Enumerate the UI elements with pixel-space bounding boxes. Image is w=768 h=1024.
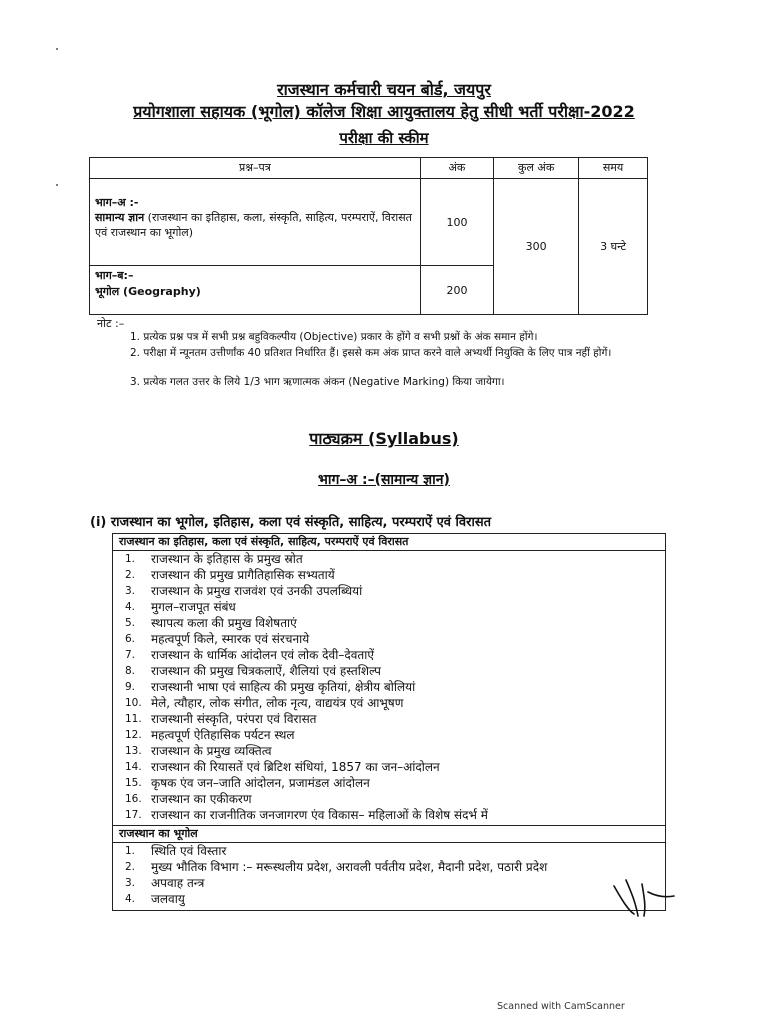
box-heading: राजस्थान का भूगोल bbox=[113, 826, 665, 843]
board-title: राजस्थान कर्मचारी चयन बोर्ड, जयपुर bbox=[277, 80, 491, 99]
item-number: 12. bbox=[125, 729, 142, 741]
topic-list bbox=[113, 843, 665, 907]
list-item bbox=[113, 807, 665, 823]
list-item bbox=[113, 791, 665, 807]
item-text: राजस्थान की प्रमुख चित्रकलाऐं, शैलियां एवं हस्तशिल्प bbox=[151, 664, 381, 678]
list-item bbox=[113, 615, 665, 631]
note-item: 1. प्रत्येक प्रश्न पत्र में सभी प्रश्न बहुविकल्पीय (Objective) प्रकार के होंगे व सभी प्रश्नों के अंक समान होंगे। bbox=[130, 331, 538, 343]
list-item bbox=[113, 647, 665, 663]
list-item bbox=[113, 859, 665, 875]
item-number: 6. bbox=[125, 633, 136, 645]
part-b-title: भूगोल (Geography) bbox=[95, 285, 201, 298]
item-text: राजस्थान के प्रमुख व्यक्तित्व bbox=[151, 744, 272, 758]
exam-scheme-table bbox=[89, 157, 648, 315]
item-number: 11. bbox=[125, 713, 142, 725]
item-text: राजस्थान का एकीकरण bbox=[151, 792, 252, 806]
scan-speck bbox=[56, 184, 58, 186]
part-a-marks: 100 bbox=[420, 179, 493, 266]
item-text: मेले, त्यौहार, लोक संगीत, लोक नृत्य, वाद्ययंत्र एवं आभूषण bbox=[151, 696, 404, 710]
item-number: 15. bbox=[125, 777, 142, 789]
item-number: 4. bbox=[125, 601, 136, 613]
item-number: 7. bbox=[125, 649, 136, 661]
item-number: 2. bbox=[125, 569, 136, 581]
item-text: राजस्थानी भाषा एवं साहित्य की प्रमुख कृतियां, क्षेत्रीय बोलियां bbox=[151, 680, 416, 694]
part-a-label: भाग–अ :- bbox=[95, 196, 139, 209]
total-marks: 300 bbox=[494, 179, 579, 315]
list-item bbox=[113, 875, 665, 891]
item-number: 14. bbox=[125, 761, 142, 773]
list-item bbox=[113, 567, 665, 583]
section-heading: (i) राजस्थान का भूगोल, इतिहास, कला एवं संस्कृति, साहित्य, परम्पराऐं एवं विरासत bbox=[90, 515, 492, 530]
list-item bbox=[113, 743, 665, 759]
item-text: राजस्थानी संस्कृति, परंपरा एवं विरासत bbox=[151, 712, 317, 726]
item-number: 3. bbox=[125, 877, 136, 889]
part-a-cell bbox=[90, 179, 421, 266]
part-b-marks: 200 bbox=[420, 266, 493, 315]
list-item bbox=[113, 695, 665, 711]
list-item bbox=[113, 551, 665, 567]
item-number: 4. bbox=[125, 893, 136, 905]
item-number: 17. bbox=[125, 809, 142, 821]
item-number: 10. bbox=[125, 697, 142, 709]
item-text: राजस्थान के धार्मिक आंदोलन एवं लोक देवी–देवताऐं bbox=[151, 648, 374, 662]
list-item bbox=[113, 775, 665, 791]
topic-list bbox=[113, 551, 665, 823]
item-number: 1. bbox=[125, 553, 136, 565]
item-text: राजस्थान की रियासतें एवं ब्रिटिश संधियां, 1857 का जन–आंदोलन bbox=[151, 760, 440, 774]
item-number: 8. bbox=[125, 665, 136, 677]
list-item bbox=[113, 631, 665, 647]
list-item bbox=[113, 599, 665, 615]
item-text: मुगल–राजपूत संबंध bbox=[151, 600, 236, 614]
item-number: 3. bbox=[125, 585, 136, 597]
list-item bbox=[113, 759, 665, 775]
list-item bbox=[113, 891, 665, 907]
history-culture-box bbox=[112, 533, 666, 826]
list-item bbox=[113, 711, 665, 727]
signature bbox=[608, 876, 678, 922]
box-heading: राजस्थान का इतिहास, कला एवं संस्कृति, साहित्य, परम्पराऐं एवं विरासत bbox=[113, 534, 665, 551]
part-heading: भाग–अ :–(सामान्य ज्ञान) bbox=[318, 472, 450, 488]
exam-time: 3 घन्टे bbox=[579, 179, 648, 315]
list-item bbox=[113, 583, 665, 599]
list-item bbox=[113, 663, 665, 679]
item-text: राजस्थान के प्रमुख राजवंश एवं उनकी उपलब्धियां bbox=[151, 584, 363, 598]
part-a-title: सामान्य ज्ञान bbox=[95, 211, 145, 224]
item-text: राजस्थान का राजनीतिक जनजागरण एंव विकास– महिलाओं के विशेष संदर्भ में bbox=[151, 808, 488, 822]
col-header-paper: प्रश्न–पत्र bbox=[90, 158, 421, 179]
list-item bbox=[113, 843, 665, 859]
exam-title: प्रयोगशाला सहायक (भूगोल) कॉलेज शिक्षा आयुक्तालय हेतु सीधी भर्ती परीक्षा-2022 bbox=[133, 102, 635, 121]
item-number: 5. bbox=[125, 617, 136, 629]
item-text: कृषक एंव जन–जाति आंदोलन, प्रजामंडल आंदोलन bbox=[151, 776, 370, 790]
scheme-title: परीक्षा की स्कीम bbox=[339, 129, 429, 147]
item-number: 2. bbox=[125, 861, 136, 873]
item-text: अपवाह तन्त्र bbox=[151, 876, 205, 890]
note-item: 2. परीक्षा में न्यूनतम उत्तीर्णांक 40 प्रतिशत निर्धारित हैं। इससे कम अंक प्राप्त करने वाले अभ्यर्थी नियुक्ति के लिए पात्र नहीं होगें। bbox=[130, 347, 612, 359]
col-header-time: समय bbox=[579, 158, 648, 179]
item-number: 1. bbox=[125, 845, 136, 857]
item-number: 9. bbox=[125, 681, 136, 693]
scanner-watermark: Scanned with CamScanner bbox=[497, 1001, 625, 1012]
syllabus-title: पाठ्यक्रम (Syllabus) bbox=[309, 429, 459, 448]
item-text: महत्वपूर्ण ऐतिहासिक पर्यटन स्थल bbox=[151, 728, 295, 742]
item-number: 16. bbox=[125, 793, 142, 805]
part-b-label: भाग–ब:– bbox=[95, 269, 134, 282]
col-header-marks: अंक bbox=[420, 158, 493, 179]
item-text: जलवायु bbox=[151, 892, 185, 906]
item-text: मुख्य भौतिक विभाग :– मरूस्थलीय प्रदेश, अरावली पर्वतीय प्रदेश, मैदानी प्रदेश, पठारी प्रदेश bbox=[151, 860, 548, 874]
scan-speck bbox=[56, 48, 58, 50]
item-text: स्थापत्य कला की प्रमुख विशेषताएं bbox=[151, 616, 297, 630]
item-text: राजस्थान की प्रमुख प्रागैतिहासिक सभ्यतायें bbox=[151, 568, 335, 582]
item-number: 13. bbox=[125, 745, 142, 757]
part-b-cell bbox=[90, 266, 421, 315]
note-heading: नोट :– bbox=[97, 317, 125, 330]
note-item: 3. प्रत्येक गलत उत्तर के लिये 1/3 भाग ऋणात्मक अंकन (Negative Marking) किया जायेगा। bbox=[130, 376, 505, 388]
part-a-desc: (राजस्थान का इतिहास, कला, संस्कृति, साहित्य, परम्पराऐं, विरासत एवं राजस्थान का भूगोल) bbox=[95, 211, 412, 239]
table-row bbox=[90, 179, 648, 266]
list-item bbox=[113, 679, 665, 695]
geography-box bbox=[112, 825, 666, 911]
item-text: स्थिति एवं विस्तार bbox=[151, 844, 227, 858]
list-item bbox=[113, 727, 665, 743]
col-header-total: कुल अंक bbox=[494, 158, 579, 179]
table-header-row bbox=[90, 158, 648, 179]
item-text: राजस्थान के इतिहास के प्रमुख स्रोत bbox=[151, 552, 303, 566]
item-text: महत्वपूर्ण किले, स्मारक एवं संरचनाये bbox=[151, 632, 310, 646]
